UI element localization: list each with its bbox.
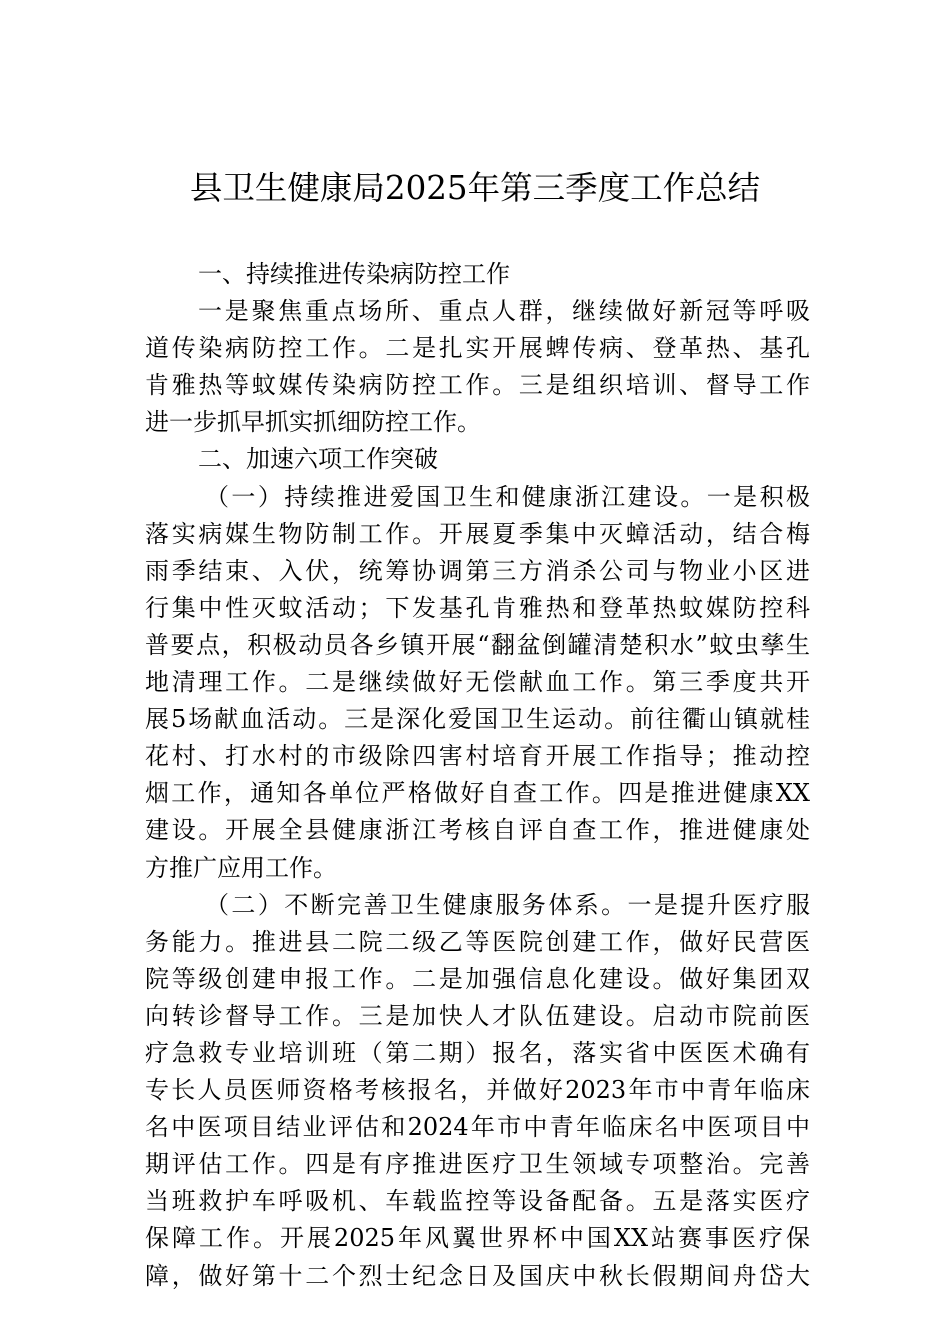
paragraph-line: 当班救护车呼吸机、车载监控等设备配备。五是落实医疗 <box>145 1187 810 1216</box>
paragraph-line: 展5场献血活动。三是深化爱国卫生运动。前往衢山镇就桂 <box>145 705 810 734</box>
paragraph-line: 保障工作。开展2025年风翼世界杯中国XX站赛事医疗保 <box>145 1224 810 1253</box>
paragraph-line: 专长人员医师资格考核报名，并做好2023年市中青年临床 <box>145 1076 810 1105</box>
paragraph-line: 道传染病防控工作。二是扎实开展蜱传病、登革热、基孔 <box>145 334 810 363</box>
paragraph-line: 普要点，积极动员各乡镇开展“翻盆倒罐清楚积水”蚊虫孳生 <box>145 630 810 659</box>
paragraph-line: 障，做好第十二个烈士纪念日及国庆中秋长假期间舟岱大 <box>145 1261 810 1290</box>
paragraph-line: 院等级创建申报工作。二是加强信息化建设。做好集团双 <box>145 964 810 993</box>
paragraph-line: 落实病媒生物防制工作。开展夏季集中灭蟑活动，结合梅 <box>145 519 810 548</box>
subsection-heading-1: （一）持续推进爱国卫生和健康浙江建设。一是积极 <box>205 482 810 511</box>
paragraph-line: 方推广应用工作。 <box>145 853 337 882</box>
paragraph-line: 向转诊督导工作。三是加快人才队伍建设。启动市院前医 <box>145 1001 810 1030</box>
paragraph-line: 建设。开展全县健康浙江考核自评自查工作，推进健康处 <box>145 816 810 845</box>
section-heading-2: 二、加速六项工作突破 <box>198 445 438 474</box>
paragraph-line: 烟工作，通知各单位严格做好自查工作。四是推进健康XX <box>145 779 810 808</box>
paragraph-line: 地清理工作。二是继续做好无偿献血工作。第三季度共开 <box>145 668 810 697</box>
paragraph-line: 一是聚焦重点场所、重点人群，继续做好新冠等呼吸 <box>198 297 810 326</box>
paragraph-line: 雨季结束、入伏，统筹协调第三方消杀公司与物业小区进 <box>145 556 810 585</box>
paragraph-line: 肯雅热等蚊媒传染病防控工作。三是组织培训、督导工作 <box>145 371 810 400</box>
document-body <box>145 256 810 1295</box>
paragraph-line: 花村、打水村的市级除四害村培育开展工作指导；推动控 <box>145 742 810 771</box>
paragraph-line: 名中医项目结业评估和2024年市中青年临床名中医项目中 <box>145 1113 810 1142</box>
paragraph-line: 进一步抓早抓实抓细防控工作。 <box>145 408 481 437</box>
paragraph-line: 务能力。推进县二院二级乙等医院创建工作，做好民营医 <box>145 927 810 956</box>
paragraph-line: 行集中性灭蚊活动；下发基孔肯雅热和登革热蚊媒防控科 <box>145 593 810 622</box>
document-title: 县卫生健康局2025年第三季度工作总结 <box>189 169 761 207</box>
subsection-heading-2: （二）不断完善卫生健康服务体系。一是提升医疗服 <box>205 890 810 919</box>
paragraph-line: 期评估工作。四是有序推进医疗卫生领域专项整治。完善 <box>145 1150 810 1179</box>
paragraph-line: 疗急救专业培训班（第二期）报名，落实省中医医术确有 <box>145 1038 810 1067</box>
section-heading-1: 一、持续推进传染病防控工作 <box>198 260 510 288</box>
